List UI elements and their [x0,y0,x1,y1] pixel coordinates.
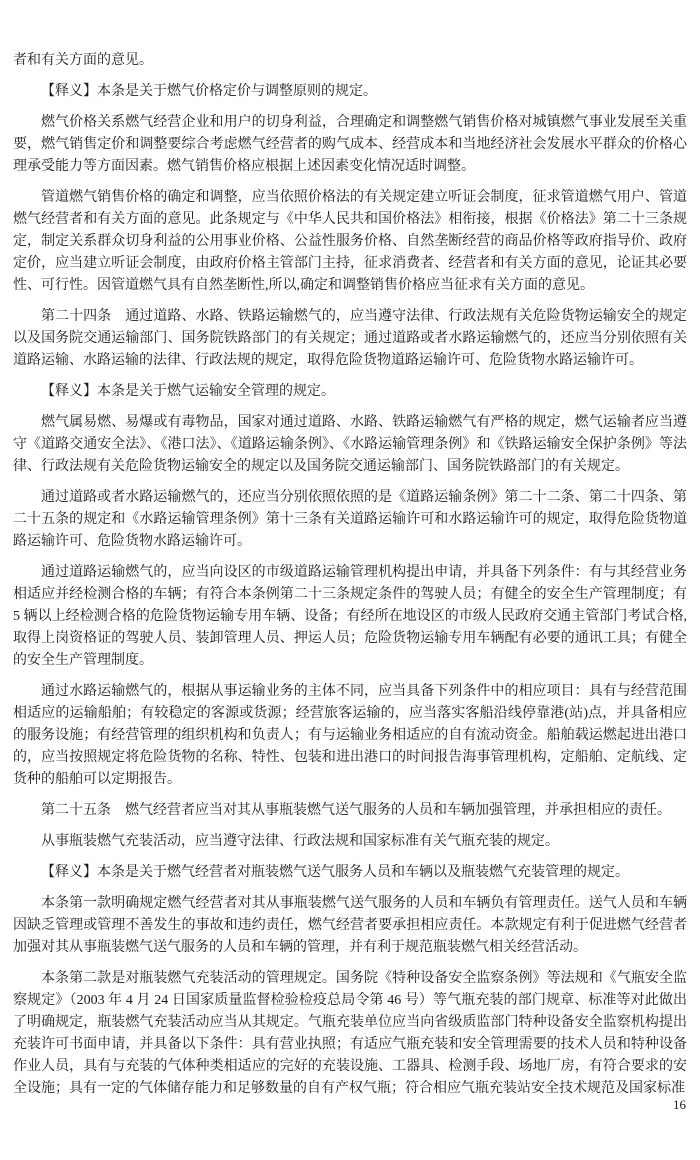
paragraph: 通过道路运输燃气的，应当向设区的市级道路运输管理机构提出申请，并具备下列条件：有与其经营业务相适应并经检测合格的车辆；有符合本条例第二十三条规定条件的驾驶人员；有健全的安全生产管理制度；有5 辆以上经检测合格的危险货物运输专用车辆、设备；有经所在地设区的市级人民政府交通主管部门考试合格,取得上岗资格证的驾驶人员、装卸管理人员、押运人员；危险货物运输专用车辆配有必要的通讯工具；有健全的安全生产管理制度。 [13,565,687,668]
paragraph: 者和有关方面的意见。 [13,53,153,68]
document-body [13,50,687,1109]
paragraph: 【释义】本条是关于燃气运输安全管理的规定。 [41,384,335,399]
paragraph: 通过水路运输燃气的，根据从事运输业务的主体不同，应当具备下列条件中的相应项目：具有与经营范围相适应的运输船舶；有较稳定的客源或货源；经营旅客运输的，应当落实客船沿线停靠港(站)点，并具备相应的服务设施；有经营管理的组织机构和负责人；有与运输业务相适应的自有流动资金。船舶载运燃起进出港口的，应当按照规定将危险货物的名称、特性、包装和进出港口的时间报告海事管理机构，定船舶、定航线、定货种的船舶可以定期报告。 [13,684,687,787]
paragraph: 第二十四条 通过道路、水路、铁路运输燃气的，应当遵守法律、行政法规有关危险货物运输安全的规定以及国务院交通运输部门、国务院铁路部门的有关规定；通过道路或者水路运输燃气的，还应当分别依照有关道路运输、水路运输的法律、行政法规的规定，取得危险货物道路运输许可、危险货物水路运输许可。 [13,309,687,368]
paragraph: 本条第一款明确规定燃气经营者对其从事瓶装燃气送气服务的人员和车辆负有管理责任。送气人员和车辆因缺乏管理或管理不善发生的事故和违约责任，燃气经营者要承担相应责任。本款规定有利于促进燃气经营者加强对其从事瓶装燃气送气服务的人员和车辆的管理，并有利于规范瓶装燃气相关经营活动。 [13,896,687,955]
paragraph: 第二十五条 燃气经营者应当对其从事瓶装燃气送气服务的人员和车辆加强管理，并承担相应的责任。 [41,803,671,818]
paragraph: 本条第二款是对瓶装燃气充装活动的管理规定。国务院《特种设备安全监察条例》等法规和《气瓶安全监察规定》（2003 年 4 月 24 日国家质量监督检验检疫总局令第 46 号）等气瓶充装的部门规章、标准等对此做出了明确规定，瓶装燃气充装活动应当从其规定。气瓶充装单位应当向省级质监部门特种设备安全监察机构提出充装许可书面申请，并具备以下条件：具有营业执照；有适应气瓶充装和安全管理需要的技术人员和特种设备作业人员，具有与充装的气体种类相适应的完好的充装设施、工器具、检测手段、场地厂房，有符合要求的安全设施；具有一定的气体储存能力和足够数量的自有产权气瓶；符合相应气瓶充装站安全技术规范及国家标准 [13,971,687,1096]
paragraph: 燃气属易燃、易爆或有毒物品，国家对通过道路、水路、铁路运输燃气有严格的规定，燃气运输者应当遵守《道路交通安全法》、《港口法》、《道路运输条例》、《水路运输管理条例》和《铁路运输安全保护条例》等法律、行政法规有关危险货物运输安全的规定以及国务院交通运输部门、国务院铁路部门的有关规定。 [13,415,687,474]
paragraph: 【释义】本条是关于燃气价格定价与调整原则的规定。 [41,84,377,99]
page-number: 16 [673,1097,686,1112]
paragraph: 【释义】本条是关于燃气经营者对瓶装燃气送气服务人员和车辆以及瓶装燃气充装管理的规定。 [41,865,629,880]
paragraph: 通过道路或者水路运输燃气的，还应当分别依照依照的是《道路运输条例》第二十二条、第二十四条、第二十五条的规定和《水路运输管理条例》第十三条有关道路运输许可和水路运输许可的规定，取得危险货物道路运输许可、危险货物水路运输许可。 [13,490,687,549]
paragraph: 管道燃气销售价格的确定和调整，应当依照价格法的有关规定建立听证会制度，征求管道燃气用户、管道燃气经营者和有关方面的意见。此条规定与《中华人民共和国价格法》相衔接，根据《价格法》第二十三条规定，制定关系群众切身利益的公用事业价格、公益性服务价格、自然垄断经营的商品价格等政府指导价、政府定价，应当建立听证会制度，由政府价格主管部门主持，征求消费者、经营者和有关方面的意见，论证其必要性、可行性。因管道燃气具有自然垄断性,所以,确定和调整销售价格应当征求有关方面的意见。 [13,190,687,293]
paragraph: 燃气价格关系燃气经营企业和用户的切身利益，合理确定和调整燃气销售价格对城镇燃气事业发展至关重要，燃气销售定价和调整要综合考虑燃气经营者的购气成本、经营成本和当地经济社会发展水平群众的价格心理承受能力等方面因素。燃气销售价格应根据上述因素变化情况适时调整。 [13,115,687,174]
paragraph: 从事瓶装燃气充装活动，应当遵守法律、行政法规和国家标准有关气瓶充装的规定。 [41,834,559,849]
